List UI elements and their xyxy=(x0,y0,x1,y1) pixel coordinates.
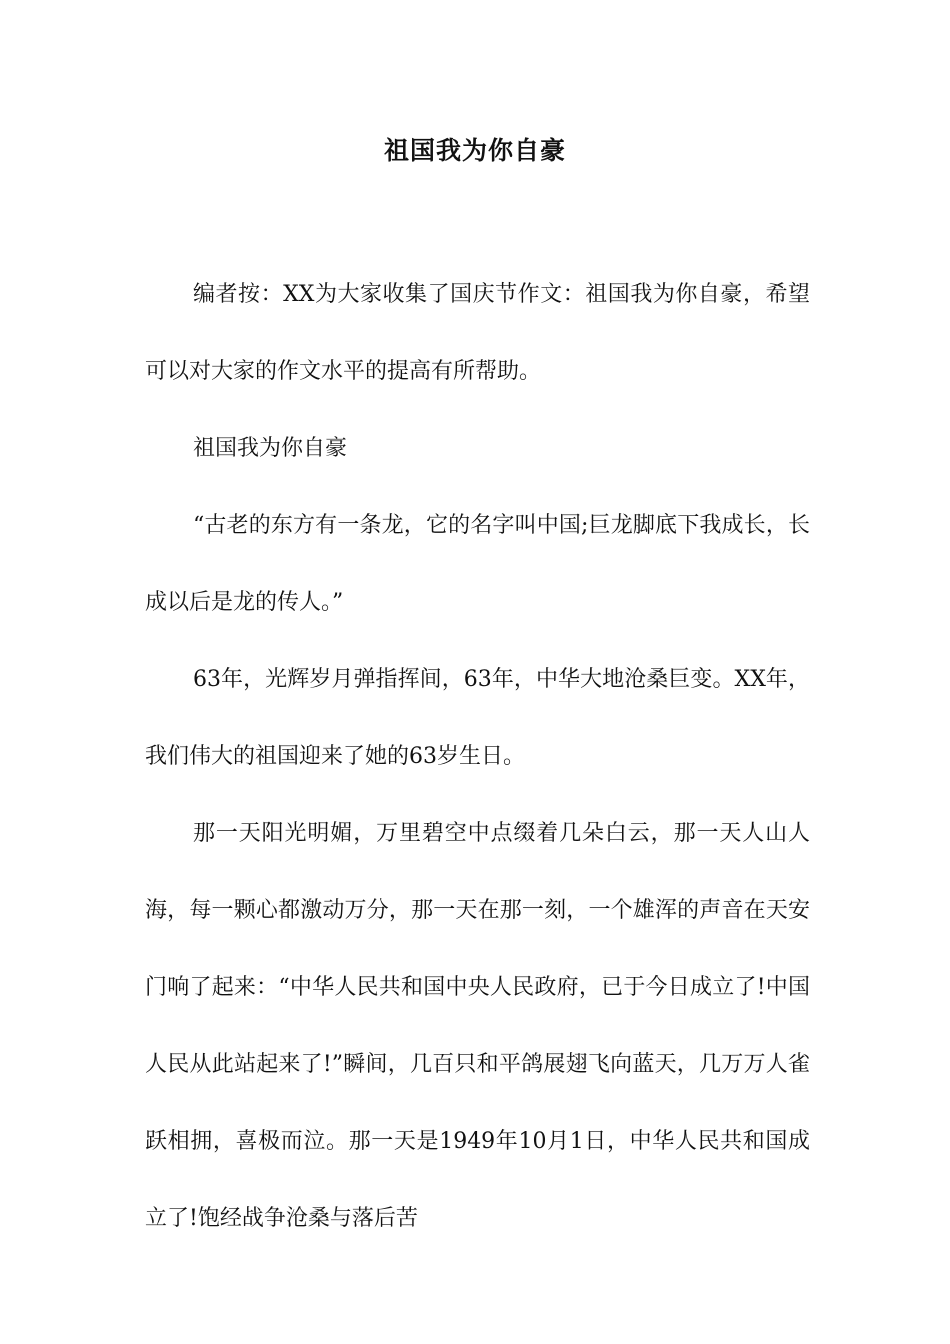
document-body xyxy=(145,256,810,1257)
paragraph-founding-day: 那一天阳光明媚，万里碧空中点缀着几朵白云，那一天人山人海，每一颗心都激动万分，那一天在那一刻，一个雄浑的声音在天安门响了起来：“中华人民共和国中央人民政府，已于今日成立了!中国人民从此站起来了!”瞬间，几百只和平鸽展翅飞向蓝天，几万万人雀跃相拥，喜极而泣。那一天是1949年10月1日，中华人民共和国成立了!饱经战争沧桑与落后苦 xyxy=(145,821,810,1231)
paragraph-anniversary: 63年，光辉岁月弹指挥间，63年，中华大地沧桑巨变。XX年，我们伟大的祖国迎来了她的63岁生日。 xyxy=(145,667,810,769)
document-title: 祖国我为你自豪 xyxy=(383,136,566,165)
paragraph-subtitle: 祖国我为你自豪 xyxy=(193,436,348,461)
paragraph-editor-note: 编者按：XX为大家收集了国庆节作文：祖国我为你自豪，希望可以对大家的作文水平的提高有所帮助。 xyxy=(145,282,810,384)
paragraph-quote: “古老的东方有一条龙，它的名字叫中国;巨龙脚底下我成长，长成以后是龙的传人。” xyxy=(145,513,810,615)
